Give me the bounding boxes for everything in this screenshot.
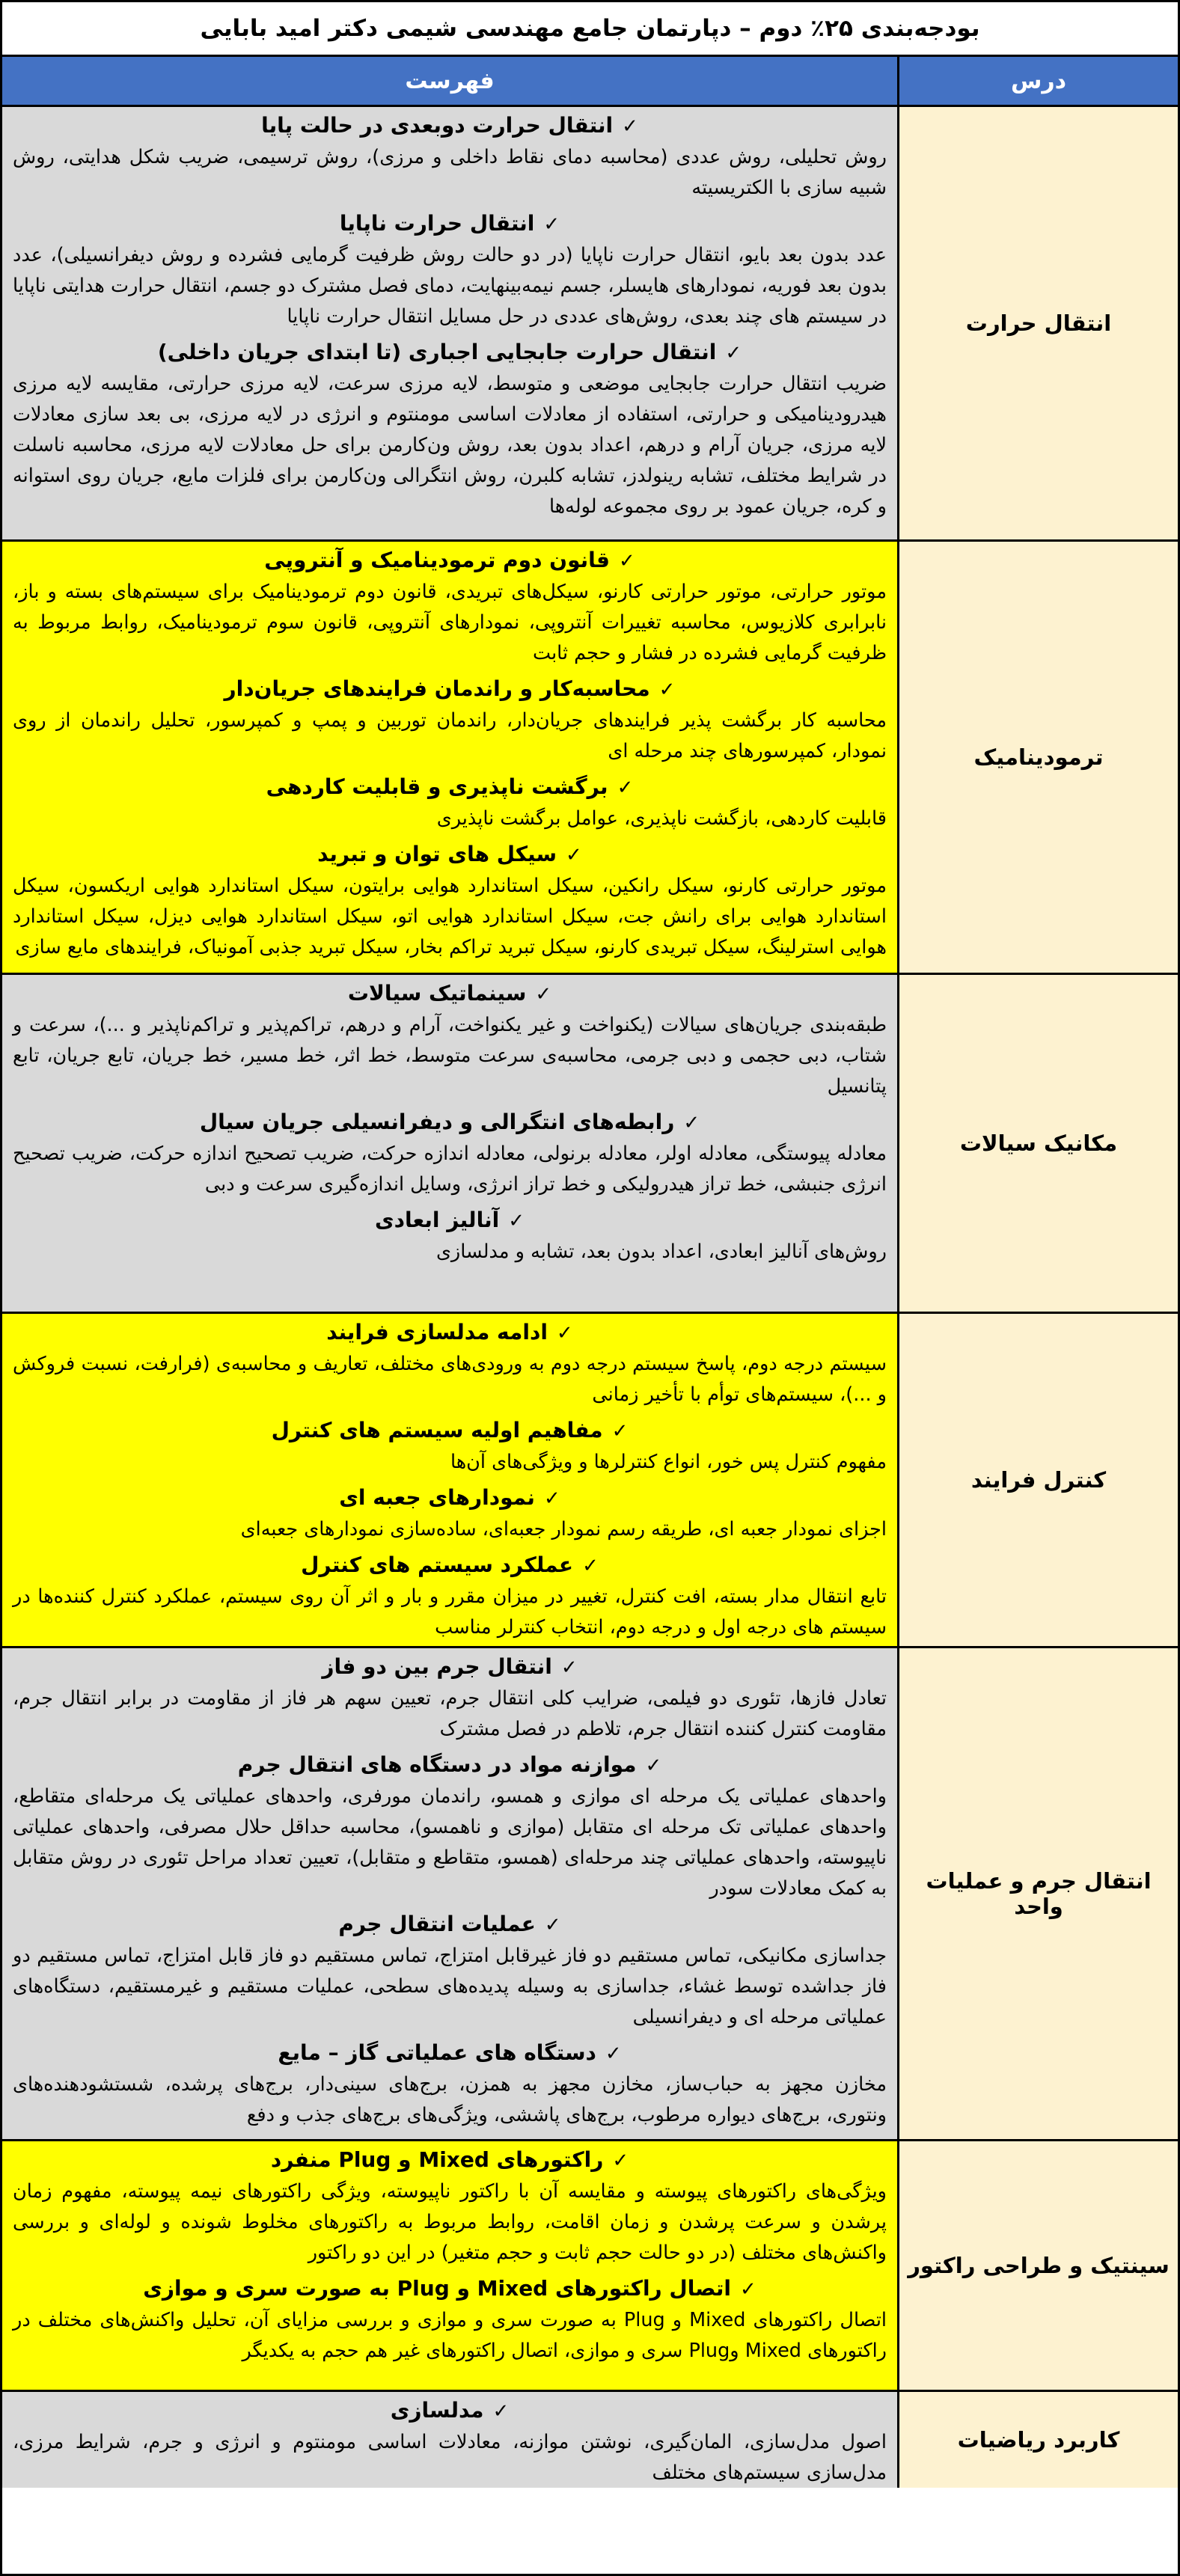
- topic-heading: [13, 1909, 887, 1941]
- topic-title: انتقال حرارت جابجایی اجباری (تا ابتدای جریان داخلی): [157, 340, 717, 364]
- topic-heading: [13, 1482, 887, 1514]
- topic-title: اتصال راکتورهای Mixed و Plug به صورت سری و موازی: [143, 2276, 731, 2301]
- checkmark-icon: ✓: [617, 777, 634, 799]
- topic-heading: [13, 839, 887, 871]
- subject-cell: سینتیک و طراحی راکتور: [897, 2141, 1178, 2390]
- checkmark-icon: ✓: [535, 983, 552, 1006]
- checkmark-icon: ✓: [556, 1322, 573, 1344]
- topic-heading: [13, 1549, 887, 1582]
- table-header: [2, 57, 1178, 107]
- subject-cell: ترمودینامیک: [897, 542, 1178, 973]
- topic-description: روش تحلیلی، روش عددی (محاسبه دمای نقاط داخلی و مرزی)، روش ترسیمی، ضریب شکل هدایتی، روش شبیه سازی با الکتریسیته: [13, 146, 887, 199]
- checkmark-icon: ✓: [566, 844, 582, 866]
- topic-description: موتور حرارتی، موتور حرارتی کارنو، سیکل‌های تبریدی، قانون دوم ترمودینامیک برای سیستم‌های بسته و باز، نابرابری کلازیوس، محاسبه تغییرات آنتروپی، نمودارهای آنتروپی، قانون سوم ترمودینامیک، روابط مربوط به ظرفیت گرمایی فشرده در فشار و حجم ثابت: [13, 581, 887, 664]
- topic-description: اجزای نمودار جعبه ای، طریقه رسم نمودار جعبه‌ای، ساده‌سازی نمودارهای جعبه‌ای: [240, 1518, 887, 1541]
- table-row: [2, 2392, 1178, 2488]
- table-row: [2, 542, 1178, 975]
- topic-description: تابع انتقال مدار بسته، افت کنترل، تغییر در میزان مقرر و بار و اثر آن روی سیستم، عملکرد کنترل کننده‌ها در سیستم های درجه اول و درجه دوم، انتخاب کنترلر مناسب: [13, 1585, 887, 1639]
- checkmark-icon: ✓: [508, 1210, 525, 1232]
- topic-heading: [13, 1107, 887, 1139]
- topic-description: تعادل فازها، تئوری دو فیلمی، ضرایب کلی انتقال جرم، تعیین سهم هر فاز از مقاومت در برابر انتقال جرم، مقاومت کنترل کننده انتقال جرم، تلاطم در فصل مشترک: [13, 1687, 887, 1740]
- content-cell: [2, 2392, 897, 2488]
- table-row: [2, 1314, 1178, 1648]
- topic-description: طبقه‌بندی جریان‌های سیالات (یکنواخت و غیر یکنواخت، آرام و درهم، تراکم‌پذیر و تراکم‌ناپذیر و ...)، سرعت و شتاب، دبی حجمی و دبی جرمی، محاسبه‌ی سرعت متوسط، خط اثر، خط مسیر، خط جریان، تابع جریان، تابع پتانسیل: [13, 1014, 887, 1098]
- checkmark-icon: ✓: [582, 1555, 599, 1577]
- checkmark-icon: ✓: [492, 2400, 510, 2423]
- checkmark-icon: ✓: [612, 2150, 629, 2172]
- topic-description: جداسازی مکانیکی، تماس مستقیم دو فاز غیرقابل امتزاج، تماس مستقیم دو فاز قابل امتزاج، تماس مستقیم دو فاز جداشده توسط غشاء، جداسازی به وسیله پدیده‌های سطحی، عملیات مستقیم و غیرمستقیم، دستگاه‌های عملیاتی مرحله ای و دیفرانسیلی: [13, 1945, 887, 2028]
- topic-heading: [13, 2273, 887, 2305]
- table-row: [2, 107, 1178, 542]
- topic-heading: [13, 1651, 887, 1683]
- topic-description: سیستم درجه دوم، پاسخ سیستم درجه دوم به ورودی‌های مختلف، تعاریف و محاسبه‌ی (فرارفت، نسبت فروکش و ...)، سیستم‌های توأم با تأخیر زمانی: [13, 1353, 887, 1406]
- topic-description: معادله پیوستگی، معادله اولر، معادله برنولی، معادله اندازه حرکت، ضریب تصحیح اندازه حرکت، ضریب تصحیح انرژی جنبشی، خط تراز هیدرولیکی و خط تراز انرژی، وسایل اندازه‌گیری سرعت و دبی: [13, 1142, 887, 1196]
- topic-title: موازنه مواد در دستگاه های انتقال جرم: [237, 1752, 637, 1777]
- topic-heading: [13, 2144, 887, 2176]
- checkmark-icon: ✓: [544, 1914, 561, 1936]
- subject-cell: کاربرد ریاضیات: [897, 2392, 1178, 2488]
- topic-heading: [13, 208, 887, 240]
- topic-description: محاسبه کار برگشت پذیر فرایندهای جریان‌دار، راندمان توربین و پمپ و کمپرسور، تحلیل راندمان از روی نمودار، کمپرسورهای چند مرحله ای: [13, 709, 887, 762]
- checkmark-icon: ✓: [605, 2043, 622, 2065]
- subject-cell: مکانیک سیالات: [897, 975, 1178, 1312]
- topic-title: مفاهیم اولیه سیستم های کنترل: [271, 1418, 603, 1443]
- table-body: [2, 107, 1178, 2488]
- topic-heading: [13, 978, 887, 1010]
- content-cell: [2, 2141, 897, 2390]
- subject-cell: کنترل فرایند: [897, 1314, 1178, 1646]
- topic-title: انتقال جرم بین دو فاز: [322, 1654, 552, 1679]
- topic-title: دستگاه های عملیاتی گاز – مایع: [278, 2040, 596, 2065]
- content-cell: [2, 1314, 897, 1646]
- checkmark-icon: ✓: [611, 1420, 629, 1443]
- topic-heading: [13, 771, 887, 804]
- checkmark-icon: ✓: [622, 115, 638, 138]
- topic-description: موتور حرارتی کارنو، سیکل رانکین، سیکل استاندارد هوایی برایتون، سیکل استاندارد هوایی اریکسون، سیکل استاندارد هوایی برای رانش جت، سیکل استاندارد هوایی اتو، سیکل استاندارد هوایی دیزل، سیکل استاندارد هوایی استرلینگ، سیکل تبریدی کارنو، سیکل تبرید تراکم بخار، سیکل تبرید جذبی آمونیاک، فرایندهای مایع سازی: [13, 875, 887, 958]
- topic-title: آنالیز ابعادی: [375, 1208, 500, 1232]
- topic-title: نمودارهای جعبه ای: [339, 1485, 535, 1510]
- topic-description: عدد بدون بعد بایو، انتقال حرارت ناپایا (در دو حالت روش ظرفیت گرمایی فشرده و روش دیفرانسیلی)، عدد بدون بعد فوریه، نمودارهای هایسلر، جسم نیمه‌بینهایت، دمای فصل مشترک دو جسم، انتقال حرارت هدایتی ناپایا در سیستم های چند بعدی، روش‌های عددی در حل مسایل انتقال حرارت ناپایا: [13, 244, 887, 328]
- table-row: [2, 975, 1178, 1314]
- topic-heading: [13, 545, 887, 577]
- topic-heading: [13, 1317, 887, 1349]
- topic-title: ادامه مدلسازی فرایند: [326, 1320, 548, 1344]
- topic-title: سیکل های توان و تبرید: [317, 842, 557, 866]
- topic-description: مخازن مجهز به حباب‌ساز، مخازن مجهز به همزن، برج‌های سینی‌دار، برج‌های پرشده، شستشودهنده‌های ونتوری، برج‌های دیواره مرطوب، برج‌های پاششی، ویژگی‌های برج‌های جذب و دفع: [13, 2073, 887, 2126]
- topic-title: راکتورهای Mixed و Plug منفرد: [270, 2147, 604, 2172]
- header-content: فهرست: [2, 57, 897, 105]
- content-cell: [2, 975, 897, 1312]
- checkmark-icon: ✓: [560, 1656, 578, 1679]
- topic-title: قانون دوم ترمودینامیک و آنتروپی: [264, 548, 610, 572]
- topic-title: رابطه‌های انتگرالی و دیفرانسیلی جریان سیال: [199, 1110, 675, 1134]
- topic-description: اصول مدل‌سازی، المان‌گیری، نوشتن موازنه، معادلات اساسی مومنتوم و انرژی و جرم، شرایط مرزی، مدل‌سازی سیستم‌های مختلف: [13, 2431, 887, 2484]
- content-cell: [2, 107, 897, 539]
- checkmark-icon: ✓: [739, 2278, 756, 2301]
- checkmark-icon: ✓: [543, 213, 560, 236]
- topic-description: واحدهای عملیاتی یک مرحله ای موازی و همسو، راندمان مورفری، واحدهای عملیاتی یک مرحله‌ای متقاطع، واحدهای عملیاتی تک مرحله ای متقابل (موازی و ناهمسو)، محاسبه حداقل حلال مصرفی، واحدهای عملیاتی ناپیوسته، واحدهای عملیاتی چند مرحله‌ای (همسو، متقاطع و متقابل)، تعیین تعداد مراحل تئوری در روش متقابل به کمک معادلات سودر: [13, 1785, 887, 1900]
- topic-heading: [13, 337, 887, 369]
- topic-heading: [13, 1415, 887, 1447]
- topic-title: محاسبه‌کار و راندمان فرایندهای جریان‌دار: [224, 676, 650, 701]
- topic-title: انتقال حرارت دوبعدی در حالت پایا: [261, 113, 614, 138]
- topic-title: برگشت ناپذیری و قابلیت کاردهی: [266, 774, 608, 799]
- header-subject: درس: [897, 57, 1178, 105]
- topic-title: انتقال حرارت ناپایا: [339, 211, 535, 236]
- topic-title: سینماتیک سیالات: [347, 981, 527, 1006]
- subject-cell: انتقال حرارت: [897, 107, 1178, 539]
- checkmark-icon: ✓: [683, 1112, 700, 1134]
- topic-description: ضریب انتقال حرارت جابجایی موضعی و متوسط، لایه مرزی سرعت، لایه مرزی حرارتی، مقایسه لایه مرزی هیدرودینامیکی و حرارتی، استفاده از معادلات اساسی مومنتوم و انرژی در لایه مرزی، بی بعد سازی معادلات لایه مرزی، جریان آرام و درهم، اعداد بدون بعد، روش ون‌کارمن برای حل معادلات لایه مرزی، محاسبه ناسلت در شرایط مختلف، تشابه رینولدز، تشابه کلبرن، روش انتگرالی ون‌کارمن برای فلزات مایع، جریان روی استوانه و کره، جریان عمود بر روی مجموعه لوله‌ها: [13, 373, 887, 518]
- topic-title: عملیات انتقال جرم: [338, 1912, 536, 1936]
- topic-heading: [13, 2037, 887, 2069]
- checkmark-icon: ✓: [658, 679, 676, 701]
- checkmark-icon: ✓: [725, 342, 742, 364]
- page-title: بودجه‌بندی ۲۵٪ دوم – دپارتمان جامع مهندسی شیمی دکتر امید بابایی: [2, 2, 1178, 57]
- content-cell: [2, 542, 897, 973]
- topic-heading: [13, 110, 887, 142]
- subject-cell: انتقال جرم و عملیات واحد: [897, 1648, 1178, 2139]
- topic-description: اتصال راکتورهای Mixed و Plug به صورت سری و موازی و بررسی مزایای آن، تحلیل واکنش‌های مختلف در راکتورهای Mixed وPlug سری و موازی، اتصال راکتورهای غیر هم حجم به یکدیگر: [13, 2309, 887, 2362]
- topic-heading: [13, 673, 887, 706]
- topic-description: ویژگی‌های راکتورهای پیوسته و مقایسه آن با راکتور ناپیوسته، ویژگی راکتورهای نیمه پیوسته، مفهوم زمان پرشدن و سرعت پرشدن و زمان اقامت، روابط مربوط به راکتورهای مخلوط شونده و لوله‌ای و بررسی واکنش‌های مختلف (در دو حالت حجم ثابت و حجم متغیر) در این دو راکتور: [13, 2180, 887, 2264]
- topic-heading: [13, 1205, 887, 1237]
- checkmark-icon: ✓: [619, 550, 635, 572]
- topic-description: قابلیت کاردهی، بازگشت ناپذیری، عوامل برگشت ناپذیری: [436, 807, 887, 830]
- topic-description: روش‌های آنالیز ابعادی، اعداد بدون بعد، تشابه و مدلسازی: [435, 1240, 887, 1263]
- topic-heading: [13, 1749, 887, 1781]
- checkmark-icon: ✓: [543, 1487, 560, 1510]
- topic-title: مدلسازی: [390, 2398, 484, 2423]
- topic-title: عملکرد سیستم های کنترل: [301, 1552, 574, 1577]
- checkmark-icon: ✓: [645, 1754, 662, 1777]
- table-row: [2, 1648, 1178, 2141]
- content-cell: [2, 1648, 897, 2139]
- topic-description: مفهوم کنترل پس خور، انواع کنترلرها و ویژگی‌های آن‌ها: [450, 1451, 887, 1473]
- table-row: [2, 2141, 1178, 2392]
- topic-heading: [13, 2395, 887, 2427]
